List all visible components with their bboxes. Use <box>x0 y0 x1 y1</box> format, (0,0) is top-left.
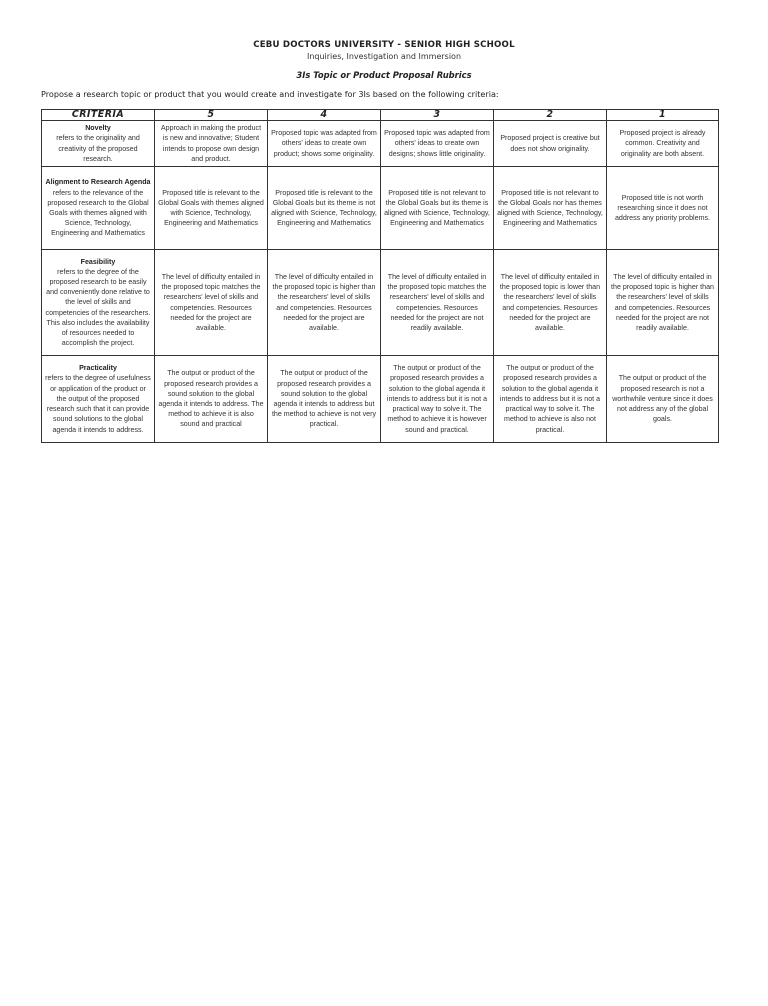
rubric-cell: Proposed topic was adapted from others' ideas to create own designs; shows little originality. <box>381 121 494 167</box>
criterion-description: refers to the relevance of the proposed research to the Global Goals with themes aligned with Science, Technology, Engineering and Mathematics <box>47 188 149 238</box>
criterion-description: refers to the originality and creativity of the proposed research. <box>56 134 140 163</box>
header-score-5: 5 <box>155 110 268 121</box>
header-score-3: 3 <box>381 110 494 121</box>
header-score-1: 1 <box>607 110 719 121</box>
criterion-name: Alignment to Research Agenda <box>45 178 151 187</box>
rubric-cell: Proposed title is not relevant to the Global Goals nor has themes aligned with Science, Technology, Engineering and Mathematics <box>494 167 607 250</box>
rubric-cell: The level of difficulty entailed in the proposed topic is higher than the researchers' level of skills and competencies. Resources needed for the project are available. <box>268 250 381 356</box>
instruction-text: Propose a research topic or product that you would create and investigate for 3Is based on the following criteria: <box>41 89 499 99</box>
table-row <box>42 167 719 250</box>
school-name: CEBU DOCTORS UNIVERSITY - SENIOR HIGH SCHOOL <box>253 40 515 50</box>
rubric-cell: The level of difficulty entailed in the proposed topic matches the researchers' level of skills and competencies. Resources needed for the project are available. <box>155 250 268 356</box>
table-row <box>42 356 719 443</box>
rubric-cell: Approach in making the product is new and innovative; Student intends to propose own design and product. <box>155 121 268 167</box>
criterion-name: Feasibility <box>80 257 116 266</box>
rubric-cell: The output or product of the proposed research provides a solution to the global agenda it intends to address but it is not a practical way to solve it. The method to achieve it is however sound and practical. <box>381 356 494 443</box>
rubric-cell: The output or product of the proposed research provides a sound solution to the global agenda it intends to address. The method to achieve it is also sound and practical <box>155 356 268 443</box>
criterion-description: refers to the degree of the proposed research to be easily and conveniently done relative to the level of skills and competencies of the researchers. This also includes the availability of resources needed to accomplish the project. <box>45 267 151 348</box>
rubric-cell: The output or product of the proposed research is not a worthwhile venture since it does not address any of the global goals. <box>607 356 719 443</box>
criterion-name: Novelty <box>85 124 111 133</box>
rubric-cell: Proposed project is already common. Creativity and originality are both absent. <box>607 121 719 167</box>
document-title: 3Is Topic or Product Proposal Rubrics <box>296 70 472 80</box>
rubric-cell: The level of difficulty entailed in the proposed topic is higher than the researchers' level of skills and competencies. Resources needed for the project are not readily available. <box>607 250 719 356</box>
rubric-cell: The level of difficulty entailed in the proposed topic matches the researchers' level of skills and competencies. Resources needed for the project are not readily available. <box>381 250 494 356</box>
rubric-cell: Proposed project is creative but does not show originality. <box>494 121 607 167</box>
criterion-cell <box>42 121 155 167</box>
criterion-description: refers to the degree of usefulness or application of the product or the output of the proposed research such that it can provide sound solutions to the global agenda it intends to address. <box>45 374 151 434</box>
criterion-cell <box>42 250 155 356</box>
header-score-2: 2 <box>494 110 607 121</box>
criterion-cell <box>42 356 155 443</box>
rubric-cell: Proposed title is relevant to the Global Goals but its theme is not aligned with Science, Technology, Engineering and Mathematics <box>268 167 381 250</box>
header-criteria: CRITERIA <box>42 110 155 121</box>
header-score-4: 4 <box>268 110 381 121</box>
course-subtitle: Inquiries, Investigation and Immersion <box>306 52 462 61</box>
rubric-cell: Proposed title is not worth researching since it does not address any priority problems. <box>607 167 719 250</box>
criterion-name: Practicality <box>79 364 117 373</box>
table-row <box>42 121 719 167</box>
rubric-cell: Proposed title is relevant to the Global Goals with themes aligned with Science, Technology, Engineering and Mathematics <box>155 167 268 250</box>
rubric-cell: The output or product of the proposed research provides a sound solution to the global agenda it intends to address but the method to achieve is not very practical. <box>268 356 381 443</box>
rubric-header-row <box>42 110 719 121</box>
rubric-table <box>41 109 719 443</box>
rubric-cell: The output or product of the proposed research provides a solution to the global agenda it intends to address but it is not a practical way to solve it. The method to achieve is also not practical. <box>494 356 607 443</box>
rubric-cell: Proposed topic was adapted from others' ideas to create own product; shows some originality. <box>268 121 381 167</box>
table-row <box>42 250 719 356</box>
rubric-cell: Proposed title is not relevant to the Global Goals but its theme is aligned with Science, Technology, Engineering and Mathematics <box>381 167 494 250</box>
criterion-cell <box>42 167 155 250</box>
rubric-cell: The level of difficulty entailed in the proposed topic is lower than the researchers' level of skills and competencies. Resources needed for the project are available. <box>494 250 607 356</box>
